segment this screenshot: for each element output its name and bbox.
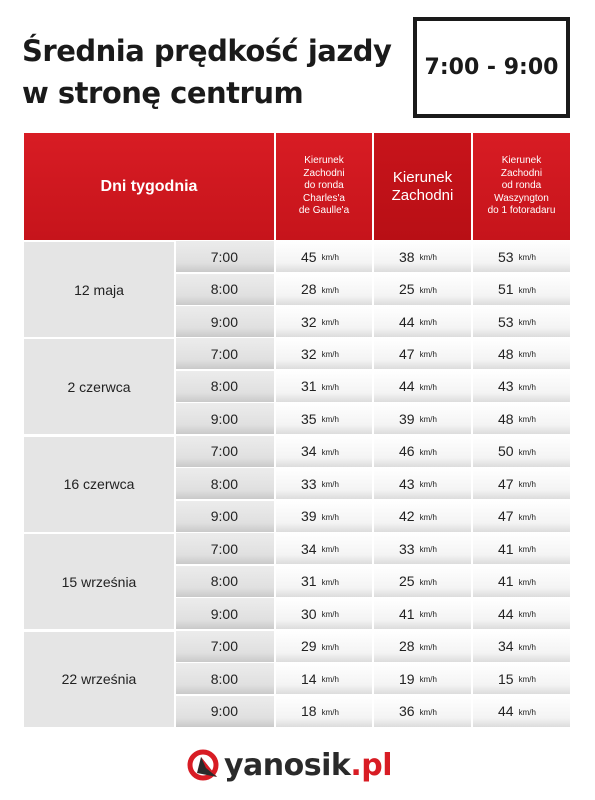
speed-value: 33: [399, 540, 415, 557]
speed-value: 41: [399, 605, 415, 622]
logo-name: yanosik: [224, 747, 351, 783]
speed-value: 44: [399, 378, 415, 395]
time-cell: 7:00: [176, 241, 274, 272]
speed-value: 15: [498, 670, 514, 687]
speed-unit: km/h: [321, 512, 339, 522]
speed-unit: km/h: [321, 253, 339, 262]
speed-unit: km/h: [321, 285, 339, 295]
speed-value: 25: [399, 281, 415, 297]
title-line-2: w stronę centrum: [22, 76, 304, 110]
speed-value: 41: [498, 573, 514, 590]
speed-cell: [473, 566, 570, 597]
speed-unit: km/h: [419, 318, 437, 327]
speed-cell: [276, 663, 372, 694]
speed-unit: km/h: [419, 545, 437, 555]
speed-cell: [374, 631, 471, 662]
speed-unit: km/h: [518, 480, 536, 490]
speed-value: 45: [301, 248, 317, 265]
time-cell: 8:00: [176, 663, 274, 694]
time-range-box: [413, 17, 570, 118]
speed-value: 29: [301, 638, 317, 655]
speed-cell: [276, 241, 372, 272]
speed-cell: [374, 663, 471, 694]
speed-cell: [374, 274, 471, 305]
speed-cell: [276, 468, 372, 499]
speed-cell: [276, 403, 372, 434]
speed-value: 39: [301, 508, 317, 525]
speed-unit: km/h: [321, 545, 339, 555]
speed-cell: [473, 436, 570, 467]
speed-value: 39: [399, 410, 415, 427]
time-cell: 9:00: [176, 598, 274, 629]
title-line-1: Średnia prędkość jazdy: [22, 34, 392, 68]
speed-cell: [473, 533, 570, 564]
speed-unit: km/h: [419, 577, 437, 587]
speed-cell: [473, 468, 570, 499]
speed-unit: km/h: [419, 285, 437, 295]
speed-value: 48: [498, 410, 514, 427]
speed-value: 47: [399, 345, 415, 362]
speed-unit: km/h: [321, 610, 339, 620]
speed-unit: km/h: [419, 675, 437, 685]
speed-cell: [374, 371, 471, 402]
speed-cell: [374, 501, 471, 532]
time-cell: 8:00: [176, 566, 274, 597]
speed-cell: [473, 663, 570, 694]
header-col-3-label: Kierunek Zachodni od ronda Waszyngton do 1 fotoradaru: [487, 155, 556, 217]
speed-unit: km/h: [321, 480, 339, 490]
speed-unit: km/h: [321, 318, 339, 327]
speed-cell: [374, 436, 471, 467]
speed-value: 46: [399, 443, 415, 460]
time-cell: 7:00: [176, 436, 274, 467]
speed-cell: [473, 274, 570, 305]
speed-value: 44: [399, 313, 415, 330]
header-col-1: [276, 133, 372, 240]
time-cell: 8:00: [176, 468, 274, 499]
speed-unit: km/h: [518, 545, 536, 555]
time-cell: 7:00: [176, 631, 274, 662]
speed-unit: km/h: [518, 512, 536, 522]
time-cell: 9:00: [176, 403, 274, 434]
speed-cell: [473, 501, 570, 532]
speed-unit: km/h: [518, 610, 536, 620]
speed-cell: [276, 371, 372, 402]
speed-value: 53: [498, 248, 514, 265]
speed-unit: km/h: [518, 707, 536, 717]
speed-value: 19: [399, 670, 415, 687]
date-group-label: 16 czerwca: [24, 436, 174, 532]
speed-unit: km/h: [518, 447, 536, 457]
speed-cell: [374, 403, 471, 434]
speed-value: 34: [301, 540, 317, 557]
speed-unit: km/h: [419, 415, 437, 425]
speed-unit: km/h: [419, 253, 437, 262]
speed-value: 44: [498, 703, 514, 720]
speed-cell: [276, 501, 372, 532]
date-group-label: 22 września: [24, 631, 174, 727]
speed-unit: km/h: [518, 675, 536, 685]
speed-value: 30: [301, 605, 317, 622]
page-title: [22, 30, 392, 114]
speed-unit: km/h: [518, 642, 536, 652]
speed-value: 34: [498, 638, 514, 655]
speed-unit: km/h: [419, 707, 437, 717]
time-cell: 7:00: [176, 533, 274, 564]
speed-unit: km/h: [321, 415, 339, 425]
speed-cell: [276, 598, 372, 629]
speed-unit: km/h: [419, 642, 437, 652]
speed-value: 53: [498, 313, 514, 330]
speed-value: 25: [399, 573, 415, 590]
speed-unit: km/h: [321, 675, 339, 685]
speed-unit: km/h: [518, 350, 536, 360]
date-group-label: 15 września: [24, 533, 174, 629]
speed-cell: [276, 533, 372, 564]
speed-unit: km/h: [321, 447, 339, 457]
date-group-label: 12 maja: [24, 241, 174, 337]
speed-unit: km/h: [518, 253, 536, 262]
speed-cell: [473, 306, 570, 337]
speed-unit: km/h: [419, 610, 437, 620]
speed-value: 44: [498, 605, 514, 622]
yanosik-logo: [186, 745, 392, 785]
speed-cell: [276, 696, 372, 727]
speed-unit: km/h: [321, 577, 339, 587]
speed-value: 47: [498, 508, 514, 525]
speed-value: 14: [301, 670, 317, 687]
speed-value: 28: [399, 638, 415, 655]
speed-value: 33: [301, 475, 317, 492]
speed-unit: km/h: [419, 447, 437, 457]
date-group-label: 2 czerwca: [24, 338, 174, 434]
speed-cell: [276, 306, 372, 337]
time-cell: 7:00: [176, 338, 274, 369]
speed-unit: km/h: [518, 382, 536, 392]
speed-cell: [276, 274, 372, 305]
speed-cell: [276, 338, 372, 369]
speed-unit: km/h: [419, 350, 437, 360]
header-col-2: [374, 133, 471, 240]
speed-value: 38: [399, 248, 415, 265]
speed-unit: km/h: [518, 415, 536, 425]
speed-value: 18: [301, 703, 317, 720]
speed-unit: km/h: [518, 285, 536, 295]
header-col-1-label: Kierunek Zachodni do ronda Charles'a de Gaulle'a: [298, 155, 350, 217]
speed-value: 47: [498, 475, 514, 492]
yanosik-logo-icon: [186, 748, 220, 782]
speed-cell: [374, 468, 471, 499]
speed-cell: [374, 598, 471, 629]
speed-value: 34: [301, 443, 317, 460]
speed-unit: km/h: [321, 642, 339, 652]
speed-unit: km/h: [321, 350, 339, 360]
speed-unit: km/h: [518, 577, 536, 587]
time-cell: 8:00: [176, 371, 274, 402]
speed-value: 32: [301, 313, 317, 330]
speed-cell: [473, 371, 570, 402]
speed-value: 41: [498, 540, 514, 557]
speed-cell: [473, 241, 570, 272]
speed-cell: [473, 598, 570, 629]
time-cell: 9:00: [176, 696, 274, 727]
speed-cell: [473, 338, 570, 369]
logo-tld: .pl: [350, 747, 393, 783]
speed-value: 51: [498, 281, 514, 297]
speed-unit: km/h: [518, 318, 536, 327]
speed-cell: [374, 566, 471, 597]
speed-unit: km/h: [419, 512, 437, 522]
speed-cell: [374, 696, 471, 727]
time-cell: 9:00: [176, 501, 274, 532]
speed-value: 42: [399, 508, 415, 525]
speed-value: 35: [301, 410, 317, 427]
time-cell: 8:00: [176, 274, 274, 305]
speed-cell: [374, 338, 471, 369]
speed-unit: km/h: [321, 707, 339, 717]
speed-value: 31: [301, 573, 317, 590]
time-range-label: 7:00 - 9:00: [424, 55, 559, 80]
speed-cell: [374, 306, 471, 337]
speed-cell: [374, 533, 471, 564]
logo-text: [224, 748, 392, 783]
speed-cell: [276, 631, 372, 662]
header-col-3: [473, 133, 570, 240]
speed-value: 31: [301, 378, 317, 395]
speed-cell: [276, 566, 372, 597]
speed-value: 43: [498, 378, 514, 395]
speed-value: 32: [301, 345, 317, 362]
speed-value: 48: [498, 345, 514, 362]
speed-cell: [473, 403, 570, 434]
speed-cell: [473, 696, 570, 727]
header-days-label: Dni tygodnia: [100, 177, 198, 195]
header-days: [24, 133, 274, 240]
speed-cell: [473, 631, 570, 662]
header-col-2-label: Kierunek Zachodni: [391, 168, 454, 204]
time-cell: 9:00: [176, 306, 274, 337]
speed-value: 36: [399, 703, 415, 720]
speed-unit: km/h: [321, 382, 339, 392]
speed-cell: [276, 436, 372, 467]
speed-unit: km/h: [419, 480, 437, 490]
speed-value: 43: [399, 475, 415, 492]
speed-value: 50: [498, 443, 514, 460]
speed-value: 28: [301, 281, 317, 297]
speed-cell: [374, 241, 471, 272]
speed-unit: km/h: [419, 382, 437, 392]
